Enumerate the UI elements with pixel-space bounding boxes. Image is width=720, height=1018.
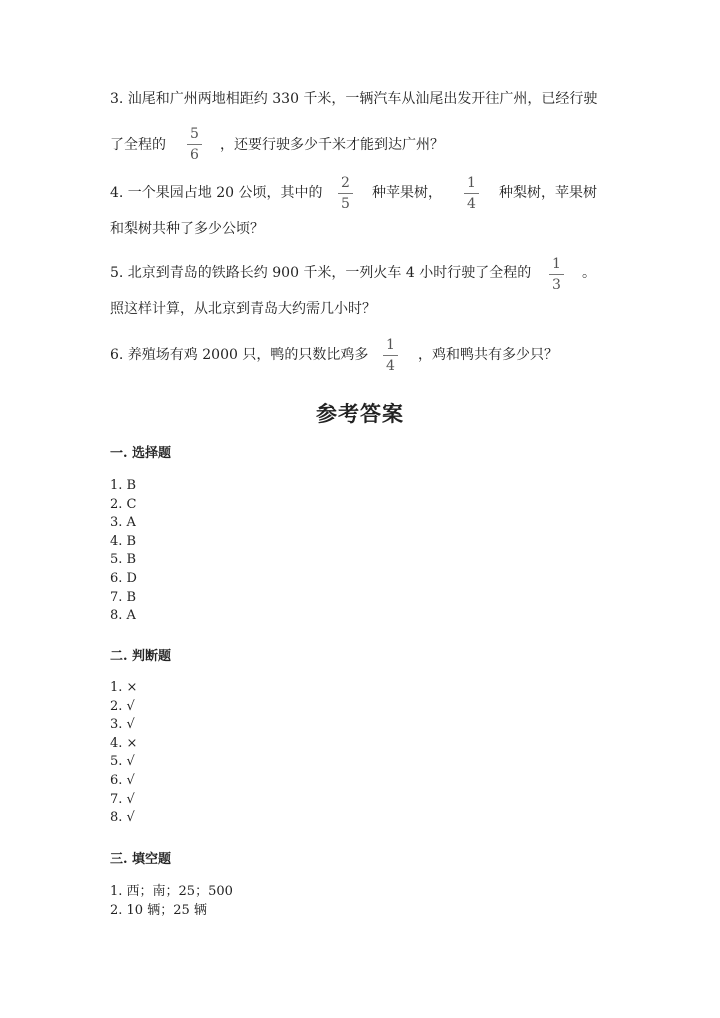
section-heading-choice: 一. 选择题 — [110, 446, 172, 461]
fraction-1-4-b — [383, 338, 398, 373]
question-4-line-2: 和梨树共种了多少公顷？ — [110, 221, 264, 237]
fraction-numerator: 2 — [338, 176, 353, 194]
fraction-numerator: 1 — [549, 257, 564, 275]
answer-item: 6. √ — [110, 772, 135, 788]
fraction-denominator: 4 — [386, 358, 395, 374]
answer-item: 3. √ — [110, 717, 135, 733]
question-3-line-2a: 了全程的 — [110, 137, 166, 153]
fraction-denominator: 6 — [190, 147, 199, 163]
answer-item: 7. √ — [110, 791, 135, 807]
answer-list-judgment — [110, 679, 137, 828]
fraction-5-6 — [187, 127, 202, 162]
answer-item: 2. 10 辆；25 辆 — [110, 902, 207, 918]
answer-item: 8. A — [110, 608, 136, 624]
section-heading-judgment: 二. 判断题 — [110, 649, 172, 664]
answer-item: 4. × — [110, 735, 138, 751]
fraction-numerator: 5 — [187, 127, 202, 145]
answer-item: 2. √ — [110, 698, 135, 714]
question-3-line-1: 3. 汕尾和广州两地相距约 330 千米，一辆汽车从汕尾出发开往广州，已经行驶 — [110, 91, 598, 107]
fraction-numerator: 1 — [383, 338, 398, 356]
answer-item: 1. 西；南；25；500 — [110, 884, 233, 899]
fraction-denominator: 5 — [341, 196, 350, 212]
question-4-line-1c: 种梨树，苹果树 — [499, 185, 597, 201]
question-6-line-1b: ，鸡和鸭共有多少只？ — [418, 347, 558, 363]
answer-list-fill — [110, 883, 233, 920]
answers-title: 参考答案 — [316, 401, 404, 426]
answer-list-choice — [110, 477, 137, 626]
answer-item: 1. B — [110, 478, 137, 493]
answer-item: 5. √ — [110, 754, 135, 770]
answer-item: 3. A — [110, 515, 136, 531]
question-5-line-1b: 。 — [582, 265, 596, 281]
fraction-denominator: 3 — [552, 277, 561, 293]
question-6-line-1a: 6. 养殖场有鸡 2000 只，鸭的只数比鸡多 — [110, 347, 369, 363]
question-3-line-2b: ，还要行驶多少千米才能到达广州？ — [220, 137, 444, 153]
section-heading-fill: 三. 填空题 — [110, 852, 172, 867]
question-4-line-1b: 种苹果树， — [372, 185, 442, 201]
answer-item: 1. × — [110, 680, 138, 695]
question-5-line-2: 照这样计算，从北京到青岛大约需几小时？ — [110, 301, 376, 317]
answer-item: 8. √ — [110, 810, 135, 826]
fraction-numerator: 1 — [464, 176, 479, 194]
question-5-line-1a: 5. 北京到青岛的铁路长约 900 千米，一列火车 4 小时行驶了全程的 — [110, 265, 532, 281]
fraction-1-4 — [464, 176, 479, 211]
answer-item: 2. C — [110, 496, 137, 512]
fraction-2-5 — [338, 176, 353, 211]
answer-item: 7. B — [110, 589, 137, 605]
fraction-1-3 — [549, 257, 564, 292]
fraction-denominator: 4 — [467, 196, 476, 212]
answer-item: 6. D — [110, 570, 137, 586]
question-4-line-1a: 4. 一个果园占地 20 公顷，其中的 — [110, 185, 323, 201]
answer-item: 5. B — [110, 552, 137, 568]
answer-item: 4. B — [110, 533, 137, 549]
